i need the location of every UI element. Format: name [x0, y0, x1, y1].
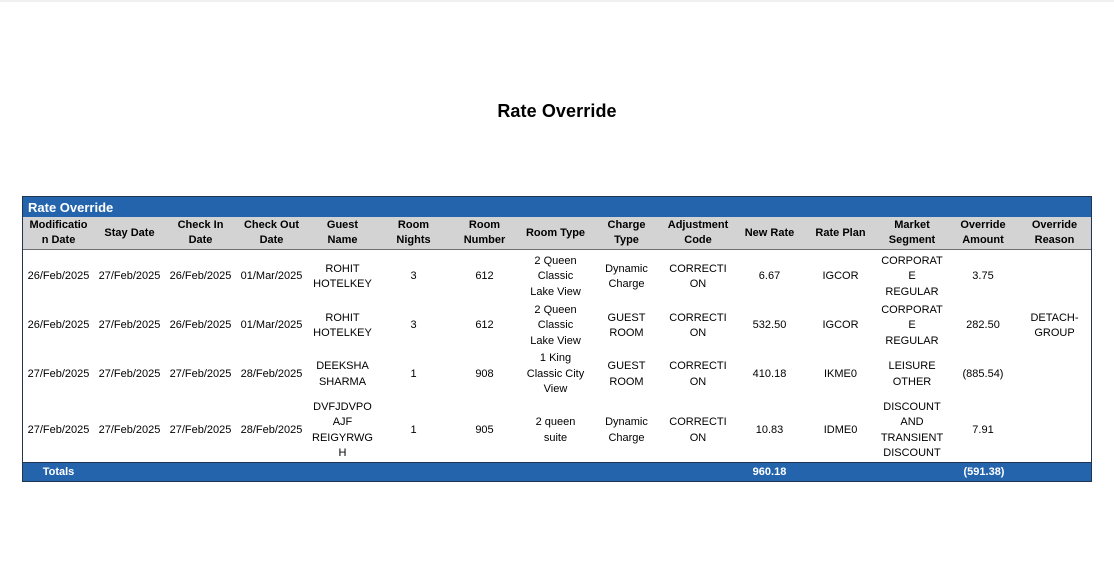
guest-name-cell: ROHIT HOTELKEY	[313, 311, 372, 339]
check-out-date-cell: 01/Mar/2025	[240, 319, 303, 332]
override-amount-cell: 7.91	[972, 423, 994, 436]
table-row	[23, 399, 1091, 462]
market-segment-cell: DISCOUNT AND TRANSIENT DISCOUNT	[880, 400, 944, 459]
market-segment-cell: CORPORAT E REGULAR	[881, 303, 943, 347]
check-in-date-cell: 27/Feb/2025	[169, 423, 232, 436]
column-header-charge-type: Charge Type	[591, 217, 662, 250]
rate-override-report	[22, 196, 1092, 482]
override-reason-cell: DETACH- GROUP	[1030, 311, 1079, 339]
override-reason-cell	[1018, 250, 1091, 303]
override-amount-cell: 3.75	[972, 270, 994, 283]
room-nights-cell: 1	[410, 423, 417, 436]
column-header-modification-date: Modificatio n Date	[23, 217, 94, 250]
room-nights-cell: 3	[410, 319, 417, 332]
totals-new-rate: 960.18	[752, 466, 787, 478]
room-type-cell: 1 King Classic City View	[526, 352, 585, 396]
override-amount-cell: 282.50	[966, 319, 1000, 332]
charge-type-cell: GUEST ROOM	[607, 311, 646, 339]
modification-date-cell: 26/Feb/2025	[27, 319, 90, 332]
column-header-adjustment-code: Adjustment Code	[662, 217, 734, 250]
modification-date-cell: 27/Feb/2025	[27, 423, 90, 436]
market-segment-cell: CORPORAT E REGULAR	[881, 254, 943, 298]
column-header-override-reason: Override Reason	[1018, 217, 1091, 250]
room-nights-cell: 3	[410, 270, 417, 283]
totals-row	[23, 462, 1091, 481]
room-type-cell: 2 Queen Classic Lake View	[530, 254, 581, 298]
override-reason-cell	[1018, 399, 1091, 462]
check-in-date-cell: 26/Feb/2025	[169, 319, 232, 332]
new-rate-cell: 532.50	[752, 319, 787, 332]
new-rate-cell: 410.18	[752, 367, 787, 380]
guest-name-cell: ROHIT HOTELKEY	[313, 262, 372, 290]
rate-plan-cell: IKME0	[823, 367, 857, 380]
stay-date-cell: 27/Feb/2025	[98, 423, 161, 436]
override-amount-cell: (885.54)	[962, 367, 1004, 380]
room-number-cell: 612	[475, 319, 494, 332]
stay-date-cell: 27/Feb/2025	[98, 270, 161, 283]
new-rate-cell: 6.67	[758, 270, 781, 283]
column-header-room-type: Room Type	[520, 217, 591, 250]
column-header-check-in-date: Check In Date	[165, 217, 236, 250]
charge-type-cell: Dynamic Charge	[605, 416, 648, 444]
rate-plan-cell: IDME0	[823, 423, 858, 436]
adjustment-code-cell: CORRECTI ON	[669, 360, 727, 388]
table-header-row	[23, 217, 1091, 250]
market-segment-cell: LEISURE OTHER	[888, 360, 936, 388]
rate-override-table	[23, 217, 1091, 462]
column-header-market-segment: Market Segment	[876, 217, 948, 250]
check-out-date-cell: 28/Feb/2025	[240, 423, 303, 436]
check-out-date-cell: 01/Mar/2025	[240, 270, 303, 283]
column-header-rate-plan: Rate Plan	[805, 217, 876, 250]
guest-name-cell: DEEKSHA SHARMA	[316, 360, 369, 388]
column-header-override-amount: Override Amount	[948, 217, 1018, 250]
room-type-cell: 2 Queen Classic Lake View	[530, 303, 581, 347]
room-nights-cell: 1	[410, 367, 417, 380]
page-title: Rate Override	[497, 101, 617, 121]
room-number-cell: 908	[475, 367, 494, 380]
totals-override-amount: (591.38)	[963, 466, 1005, 478]
rate-plan-cell: IGCOR	[822, 270, 859, 283]
stay-date-cell: 27/Feb/2025	[98, 319, 161, 332]
stay-date-cell: 27/Feb/2025	[98, 367, 161, 380]
table-row	[23, 302, 1091, 350]
room-type-cell: 2 queen suite	[535, 416, 576, 444]
column-header-room-nights: Room Nights	[378, 217, 449, 250]
override-reason-cell	[1018, 350, 1091, 399]
totals-label: Totals	[42, 466, 75, 478]
column-header-stay-date: Stay Date	[94, 217, 165, 250]
check-out-date-cell: 28/Feb/2025	[240, 367, 303, 380]
column-header-guest-name: Guest Name	[307, 217, 378, 250]
adjustment-code-cell: CORRECTI ON	[669, 416, 727, 444]
table-row	[23, 350, 1091, 399]
column-header-room-number: Room Number	[449, 217, 520, 250]
rate-plan-cell: IGCOR	[822, 319, 859, 332]
adjustment-code-cell: CORRECTI ON	[669, 262, 727, 290]
section-header: Rate Override	[23, 197, 1091, 217]
column-header-new-rate: New Rate	[734, 217, 805, 250]
table-row	[23, 250, 1091, 303]
top-rule	[0, 0, 1114, 2]
room-number-cell: 612	[475, 270, 494, 283]
check-in-date-cell: 26/Feb/2025	[169, 270, 232, 283]
guest-name-cell: DVFJDVPO AJF REIGYRWG H	[312, 400, 373, 459]
new-rate-cell: 10.83	[755, 423, 784, 436]
check-in-date-cell: 27/Feb/2025	[169, 367, 232, 380]
charge-type-cell: Dynamic Charge	[605, 262, 648, 290]
modification-date-cell: 27/Feb/2025	[27, 367, 90, 380]
modification-date-cell: 26/Feb/2025	[27, 270, 90, 283]
column-header-check-out-date: Check Out Date	[236, 217, 307, 250]
charge-type-cell: GUEST ROOM	[607, 360, 646, 388]
room-number-cell: 905	[475, 423, 494, 436]
adjustment-code-cell: CORRECTI ON	[669, 311, 727, 339]
